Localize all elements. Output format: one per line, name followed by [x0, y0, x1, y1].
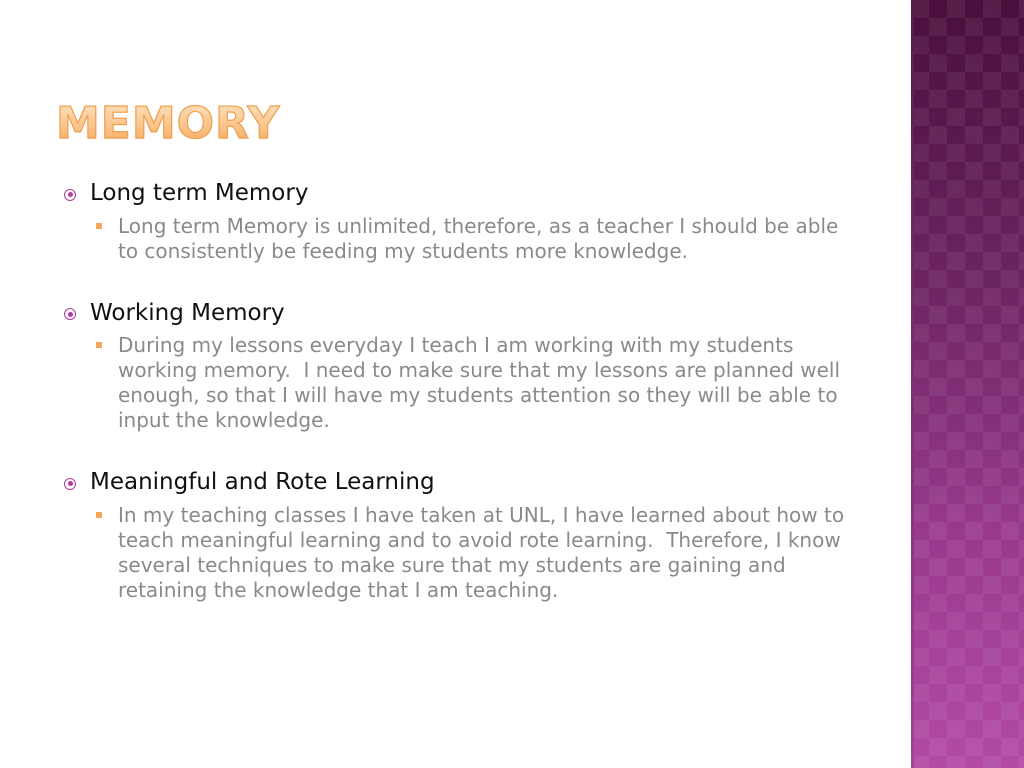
sub-bullet-row: [96, 214, 864, 264]
bullet-list: [64, 180, 864, 639]
section-long-term-memory: [64, 180, 864, 264]
slide-title: MEMORY: [56, 98, 281, 149]
side-band-edge: [911, 0, 914, 768]
bullet-heading: Meaningful and Rote Learning: [90, 469, 435, 496]
bullet-heading-row: [64, 469, 864, 497]
bullet-heading: Working Memory: [90, 299, 285, 326]
bullet-heading-row: [64, 180, 864, 208]
circle-bullet-icon: [64, 478, 76, 490]
square-bullet-icon: [96, 342, 102, 348]
square-bullet-icon: [96, 223, 102, 229]
sub-bullet-row: [96, 333, 864, 433]
decorative-side-band: [911, 0, 1024, 768]
bullet-heading: Long term Memory: [90, 180, 309, 206]
square-bullet-icon: [96, 512, 102, 518]
section-working-memory: [64, 300, 864, 434]
sub-bullet-text: Long term Memory is unlimited, therefore, as a teacher I should be able to consistently be feeding my students more knowledge.: [118, 213, 845, 263]
circle-bullet-icon: [64, 308, 76, 320]
sub-bullet-row: [96, 503, 864, 603]
sub-bullet-text: In my teaching classes I have taken at UNL, I have learned about how to teach meaningful learning and to avoid rote learning. Therefore, I know several techniques to make sure that my students are gaining and retaining the knowledge that I am teaching.: [118, 502, 851, 602]
sub-bullet-text: During my lessons everyday I teach I am working with my students working memory. I need to make sure that my lessons are planned well enough, so that I will have my students attention so they will be able to input the knowledge.: [118, 333, 847, 433]
bullet-heading-row: [64, 300, 864, 328]
circle-bullet-icon: [64, 189, 76, 201]
section-meaningful-rote-learning: [64, 469, 864, 603]
